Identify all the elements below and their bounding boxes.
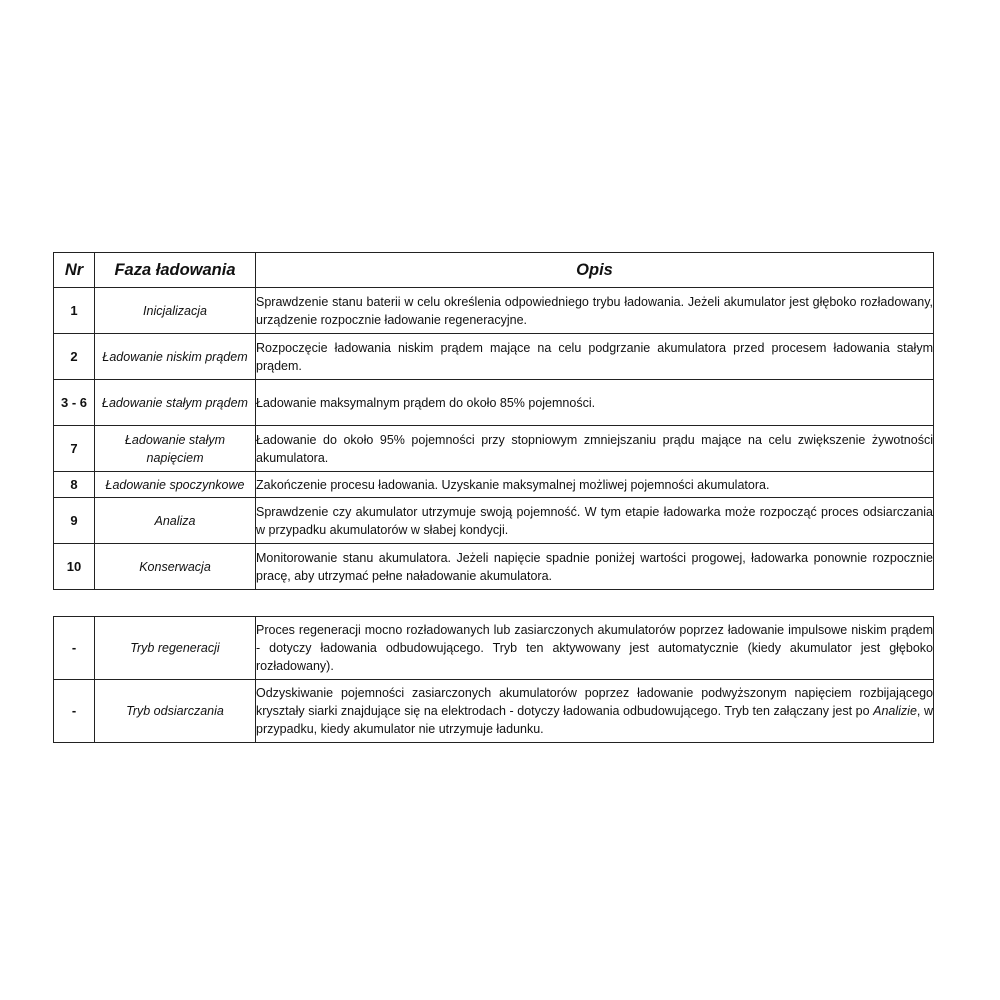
mode-name: Tryb odsiarczania [95, 680, 256, 743]
mode-description: Proces regeneracji mocno rozładowanych lub zasiarczonych akumulatorów poprzez ładowanie impulsowe niskim prądem - dotyczy ładowania odbudowującego. Tryb ten aktywowany jest automatycznie (kiedy akumulator jest głęboko rozładowany). [256, 617, 934, 680]
phase-name: Konserwacja [95, 544, 256, 590]
phase-name: Analiza [95, 498, 256, 544]
phase-name: Ładowanie spoczynkowe [95, 472, 256, 498]
row-number: 7 [54, 426, 95, 472]
charging-phases-table [53, 252, 934, 590]
table-row [54, 617, 934, 680]
mode-description-text: Odzyskiwanie pojemności zasiarczonych akumulatorów poprzez ładowanie podwyższonym napięciem rozbijającego kryształy siarki znajdujące się na elektrodach - dotyczy ładowania odbudowującego. Tryb ten załączany jest po [256, 686, 933, 718]
row-number: - [54, 617, 95, 680]
table-row [54, 380, 934, 426]
phase-description: Rozpoczęcie ładowania niskim prądem mające na celu podgrzanie akumulatora przed procesem ładowania stałym prądem. [256, 334, 934, 380]
phase-description: Ładowanie maksymalnym prądem do około 85% pojemności. [256, 380, 934, 426]
table-header-row [54, 253, 934, 288]
table-row [54, 426, 934, 472]
row-number: 3 - 6 [54, 380, 95, 426]
mode-name: Tryb regeneracji [95, 617, 256, 680]
mode-description-text-end: , w przypadku, kiedy akumulator nie utrzymuje ładunku. [256, 704, 933, 736]
table-row [54, 680, 934, 743]
phase-description: Sprawdzenie stanu baterii w celu określenia odpowiedniego trybu ładowania. Jeżeli akumulator jest głęboko rozładowany, urządzenie rozpocznie ładowanie regeneracyjne. [256, 288, 934, 334]
table-row [54, 288, 934, 334]
row-number: 8 [54, 472, 95, 498]
row-number: 9 [54, 498, 95, 544]
table-row [54, 498, 934, 544]
row-number: 10 [54, 544, 95, 590]
row-number: 1 [54, 288, 95, 334]
table-row [54, 544, 934, 590]
phase-description: Ładowanie do około 95% pojemności przy stopniowym zmniejszaniu prądu mające na celu zwiększenie żywotności akumulatora. [256, 426, 934, 472]
table-row [54, 472, 934, 498]
phase-name: Inicjalizacja [95, 288, 256, 334]
mode-description [256, 680, 934, 743]
phase-name: Ładowanie niskim prądem [95, 334, 256, 380]
column-header-phase: Faza ładowania [95, 253, 256, 288]
phase-name: Ładowanie stałym prądem [95, 380, 256, 426]
column-header-description: Opis [256, 253, 934, 288]
row-number: 2 [54, 334, 95, 380]
charging-modes-table [53, 616, 934, 743]
row-number: - [54, 680, 95, 743]
phase-description: Monitorowanie stanu akumulatora. Jeżeli napięcie spadnie poniżej wartości progowej, ładowarka ponownie rozpocznie pracę, aby utrzymać pełne naładowanie akumulatora. [256, 544, 934, 590]
phase-description: Sprawdzenie czy akumulator utrzymuje swoją pojemność. W tym etapie ładowarka może rozpocząć proces odsiarczania w przypadku akumulatorów w słabej kondycji. [256, 498, 934, 544]
phase-name: Ładowanie stałym napięciem [95, 426, 256, 472]
phase-description: Zakończenie procesu ładowania. Uzyskanie maksymalnej możliwej pojemności akumulatora. [256, 472, 934, 498]
column-header-nr: Nr [54, 253, 95, 288]
table-row [54, 334, 934, 380]
mode-description-emphasis: Analizie [873, 704, 917, 718]
